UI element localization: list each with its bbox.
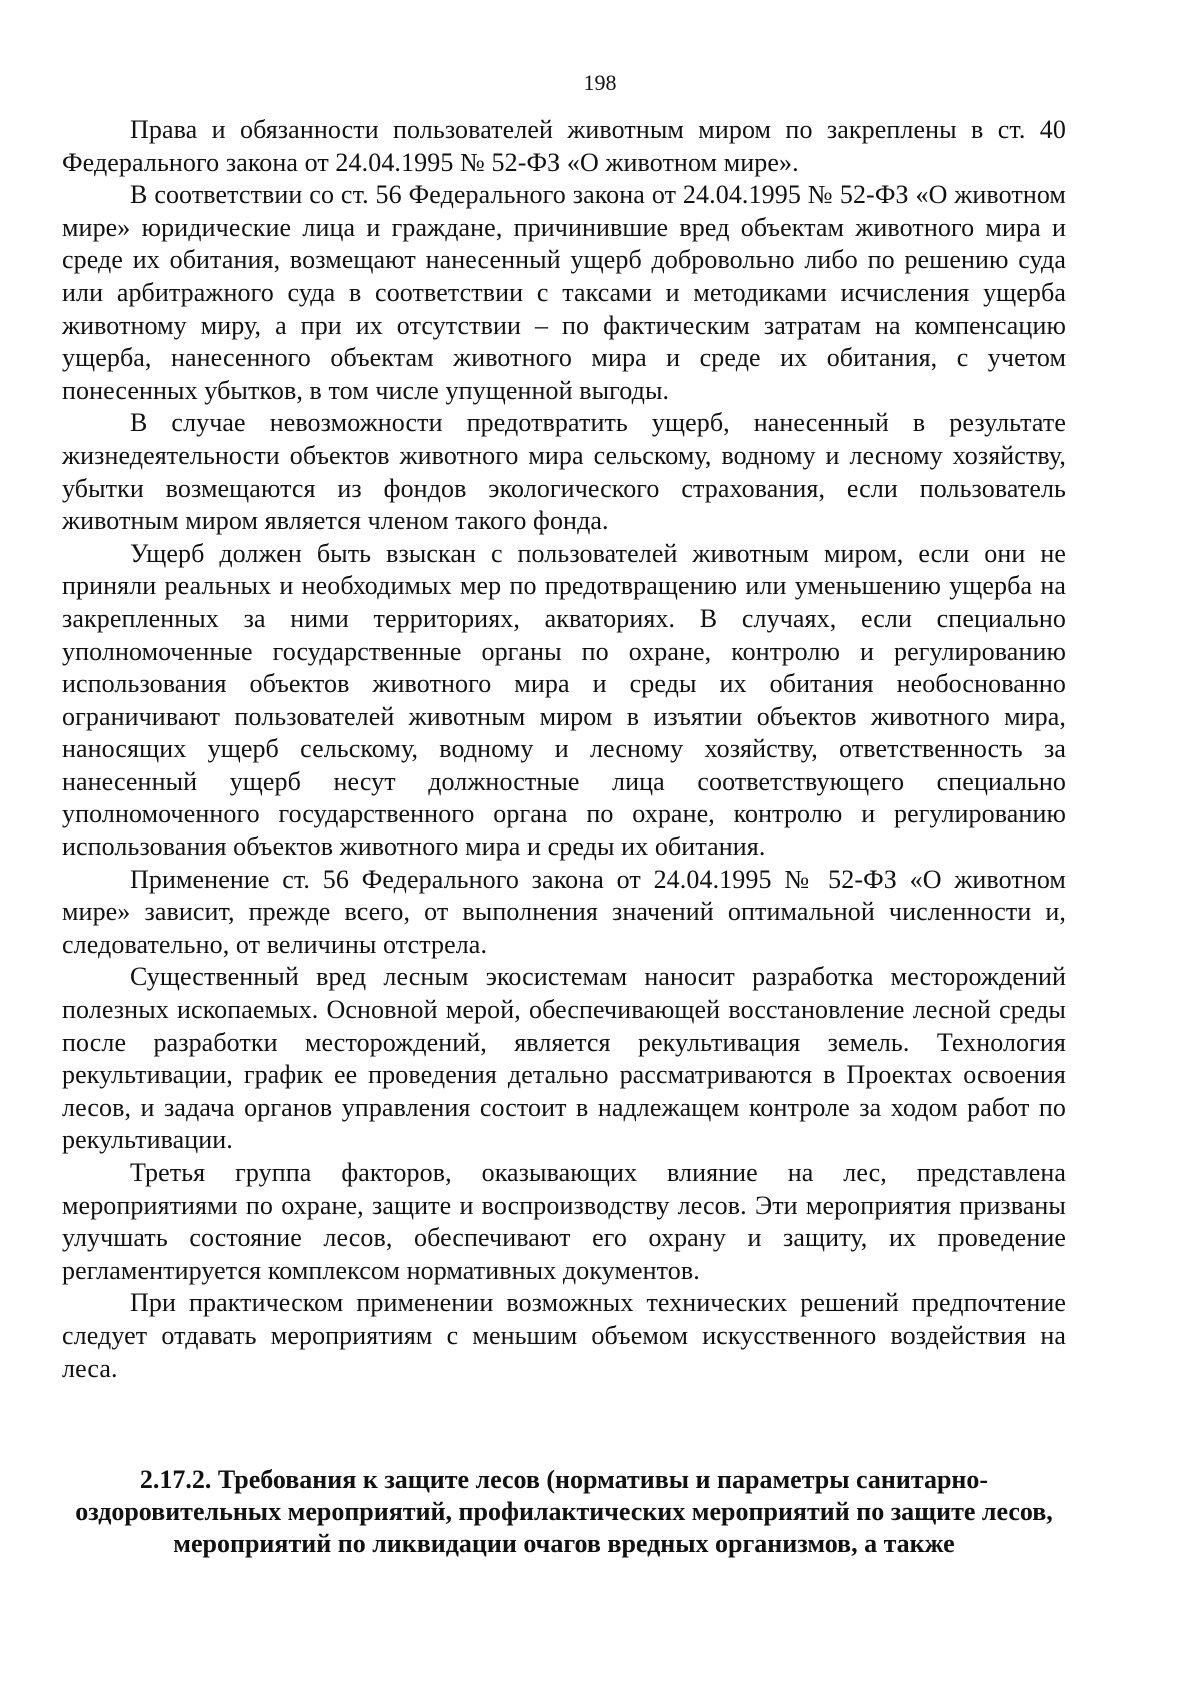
paragraph-2: В соответствии со ст. 56 Федерального закона от 24.04.1995 № 52-ФЗ «О животном мире» юридические лица и граждане, причинившие вред объектам животного мира и среде их обитания, возмещают нанесенный ущерб добровольно либо по решению суда или арбитражного суда в соответствии с таксами и методиками исчисления ущерба животному миру, а при их отсутствии – по фактическим затратам на компенсацию ущерба, нанесенного объектам животного мира и среде их обитания, с учетом понесенных убытков, в том числе упущенной выгоды. xyxy=(62,180,1066,405)
paragraph-4: Ущерб должен быть взыскан с пользователей животным миром, если они не приняли реальных и необходимых мер по предотвращению или уменьшению ущерба на закрепленных за ними территориях, акваториях. В случаях, если специально уполномоченные государственные органы по охране, контролю и регулированию использования объектов животного мира и среды их обитания необоснованно ограничивают пользователей животным миром в изъятии объектов животного мира, наносящих ущерб сельскому, водному и лесному хозяйству, ответственность за нанесенный ущерб несут должностные лица соответствующего специально уполномоченного государственного органа по охране, контролю и регулированию использования объектов животного мира и среды их обитания. xyxy=(62,538,1066,862)
paragraph-8: При практическом применении возможных технических решений предпочтение следует отдавать мероприятиям с меньшим объемом искусственного воздействия на леса. xyxy=(62,1288,1066,1383)
paragraph-3: В случае невозможности предотвратить ущерб, нанесенный в результате жизнедеятельности объектов животного мира сельскому, водному и лесному хозяйству, убытки возмещаются из фондов экологического страхования, если пользователь животным миром является членом такого фонда. xyxy=(62,408,1066,536)
paragraph-6: Существенный вред лесным экосистемам наносит разработка месторождений полезных ископаемых. Основной мерой, обеспечивающей восстановление лесной среды после разработки месторождений, является рекультивация земель. Технология рекультивации, график ее проведения детально рассматриваются в Проектах освоения лесов, и задача органов управления состоит в надлежащем контроле за ходом работ по рекультивации. xyxy=(62,962,1066,1155)
body-text xyxy=(62,114,1066,1385)
paragraph-1: Права и обязанности пользователей животным миром по закреплены в ст. 40 Федерального закона от 24.04.1995 № 52-ФЗ «О животном мире». xyxy=(62,115,1066,177)
paragraph-5: Применение ст. 56 Федерального закона от 24.04.1995 № 52-ФЗ «О животном мире» зависит, прежде всего, от выполнения значений оптимальной численности и, следовательно, от величины отстрела. xyxy=(62,864,1066,959)
page-number: 198 xyxy=(583,70,617,95)
paragraph-7: Третья группа факторов, оказывающих влияние на лес, представлена мероприятиями по охране, защите и воспроизводству лесов. Эти мероприятия призваны улучшать состояние лесов, обеспечивают его охрану и защиту, их проведение регламентируется комплексом нормативных документов. xyxy=(62,1158,1066,1285)
section-heading: 2.17.2. Требования к защите лесов (нормативы и параметры санитарно-оздоровительных мероприятий, профилактических мероприятий по защите лесов, мероприятий по ликвидации очагов вредных организмов, а также xyxy=(75,1465,1053,1558)
